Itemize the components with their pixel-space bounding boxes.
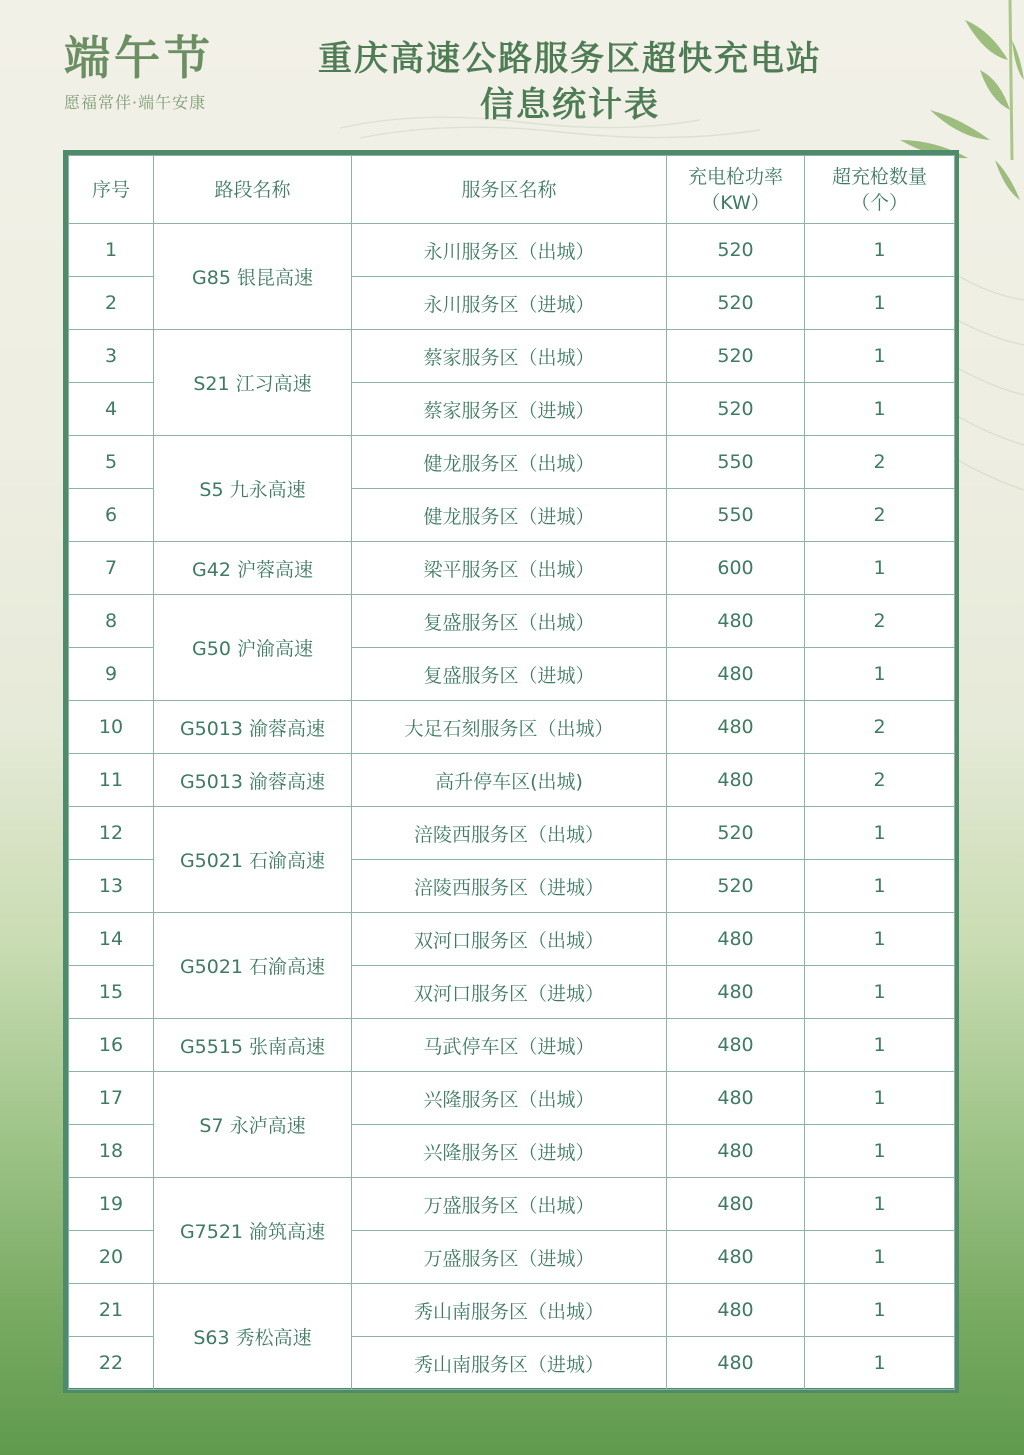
cell-count: 1 bbox=[805, 383, 955, 436]
table-row bbox=[69, 595, 955, 648]
table-header-row bbox=[69, 156, 955, 224]
table-row bbox=[69, 913, 955, 966]
cell-count: 1 bbox=[805, 1125, 955, 1178]
header-no: 序号 bbox=[69, 156, 154, 224]
cell-no: 21 bbox=[69, 1284, 154, 1337]
cell-count: 1 bbox=[805, 330, 955, 383]
cell-count: 1 bbox=[805, 1284, 955, 1337]
cell-count: 1 bbox=[805, 913, 955, 966]
cell-count: 1 bbox=[805, 277, 955, 330]
cell-power: 480 bbox=[667, 966, 805, 1019]
cell-power: 520 bbox=[667, 860, 805, 913]
cell-power: 480 bbox=[667, 1019, 805, 1072]
cell-road: G5515 张南高速 bbox=[154, 1019, 352, 1072]
cell-power: 480 bbox=[667, 1072, 805, 1125]
cell-count: 1 bbox=[805, 1337, 955, 1390]
cell-road: S7 永泸高速 bbox=[154, 1072, 352, 1178]
cell-area: 健龙服务区（进城） bbox=[352, 489, 667, 542]
cell-no: 9 bbox=[69, 648, 154, 701]
cell-area: 梁平服务区（出城） bbox=[352, 542, 667, 595]
cell-road: G7521 渝筑高速 bbox=[154, 1178, 352, 1284]
header-area: 服务区名称 bbox=[352, 156, 667, 224]
cell-road: S63 秀松高速 bbox=[154, 1284, 352, 1390]
table-row bbox=[69, 1072, 955, 1125]
page-title-line1: 重庆高速公路服务区超快充电站 bbox=[318, 39, 822, 79]
cell-no: 11 bbox=[69, 754, 154, 807]
cell-count: 2 bbox=[805, 701, 955, 754]
cell-power: 480 bbox=[667, 1125, 805, 1178]
cell-count: 1 bbox=[805, 966, 955, 1019]
cell-road: G85 银昆高速 bbox=[154, 224, 352, 330]
table-row bbox=[69, 542, 955, 595]
cell-road: G5013 渝蓉高速 bbox=[154, 701, 352, 754]
table-frame bbox=[63, 150, 959, 1393]
cell-area: 蔡家服务区（进城） bbox=[352, 383, 667, 436]
cell-power: 480 bbox=[667, 701, 805, 754]
cell-count: 2 bbox=[805, 436, 955, 489]
cell-no: 17 bbox=[69, 1072, 154, 1125]
cell-no: 3 bbox=[69, 330, 154, 383]
cell-power: 480 bbox=[667, 1231, 805, 1284]
cell-no: 12 bbox=[69, 807, 154, 860]
page-title-line2: 信息统计表 bbox=[480, 85, 660, 125]
cell-area: 双河口服务区（出城） bbox=[352, 913, 667, 966]
cell-area: 双河口服务区（进城） bbox=[352, 966, 667, 1019]
cell-area: 永川服务区（进城） bbox=[352, 277, 667, 330]
cell-count: 1 bbox=[805, 224, 955, 277]
cell-no: 14 bbox=[69, 913, 154, 966]
cell-power: 480 bbox=[667, 1178, 805, 1231]
cell-power: 480 bbox=[667, 913, 805, 966]
cell-no: 20 bbox=[69, 1231, 154, 1284]
cell-no: 6 bbox=[69, 489, 154, 542]
cell-power: 520 bbox=[667, 383, 805, 436]
header-count-line1: 超充枪数量 bbox=[831, 165, 927, 188]
table-row bbox=[69, 807, 955, 860]
cell-power: 520 bbox=[667, 807, 805, 860]
cell-count: 2 bbox=[805, 595, 955, 648]
cell-count: 1 bbox=[805, 860, 955, 913]
cell-power: 550 bbox=[667, 489, 805, 542]
cell-count: 1 bbox=[805, 807, 955, 860]
header-road: 路段名称 bbox=[154, 156, 352, 224]
header-power bbox=[667, 156, 805, 224]
table-row bbox=[69, 701, 955, 754]
cell-no: 18 bbox=[69, 1125, 154, 1178]
cell-area: 蔡家服务区（出城） bbox=[352, 330, 667, 383]
cell-road: G50 沪渝高速 bbox=[154, 595, 352, 701]
cell-power: 480 bbox=[667, 1284, 805, 1337]
cell-count: 1 bbox=[805, 1178, 955, 1231]
cell-road: G5021 石渝高速 bbox=[154, 913, 352, 1019]
table-row bbox=[69, 1178, 955, 1231]
cell-no: 4 bbox=[69, 383, 154, 436]
cell-road: G5021 石渝高速 bbox=[154, 807, 352, 913]
cell-area: 大足石刻服务区（出城） bbox=[352, 701, 667, 754]
header-count-line2: （个） bbox=[850, 191, 908, 214]
cell-count: 2 bbox=[805, 754, 955, 807]
cell-count: 2 bbox=[805, 489, 955, 542]
cell-no: 5 bbox=[69, 436, 154, 489]
cell-area: 兴隆服务区（进城） bbox=[352, 1125, 667, 1178]
cell-count: 1 bbox=[805, 648, 955, 701]
cell-road: S5 九永高速 bbox=[154, 436, 352, 542]
cell-no: 22 bbox=[69, 1337, 154, 1390]
cell-power: 520 bbox=[667, 330, 805, 383]
header-power-line2: （KW） bbox=[701, 191, 770, 214]
cell-no: 8 bbox=[69, 595, 154, 648]
cell-no: 10 bbox=[69, 701, 154, 754]
cell-no: 15 bbox=[69, 966, 154, 1019]
cell-area: 高升停车区(出城) bbox=[352, 754, 667, 807]
brand-title: 端午节 bbox=[64, 31, 214, 85]
cell-power: 520 bbox=[667, 277, 805, 330]
cell-area: 涪陵西服务区（出城） bbox=[352, 807, 667, 860]
cell-power: 480 bbox=[667, 648, 805, 701]
table-row bbox=[69, 1019, 955, 1072]
cell-road: G42 沪蓉高速 bbox=[154, 542, 352, 595]
cell-area: 复盛服务区（出城） bbox=[352, 595, 667, 648]
table-row bbox=[69, 1284, 955, 1337]
header-count bbox=[805, 156, 955, 224]
cell-area: 复盛服务区（进城） bbox=[352, 648, 667, 701]
cell-count: 1 bbox=[805, 542, 955, 595]
cell-road: G5013 渝蓉高速 bbox=[154, 754, 352, 807]
cell-road: S21 江习高速 bbox=[154, 330, 352, 436]
cell-count: 1 bbox=[805, 1072, 955, 1125]
cell-area: 涪陵西服务区（进城） bbox=[352, 860, 667, 913]
cell-power: 480 bbox=[667, 595, 805, 648]
cell-area: 永川服务区（出城） bbox=[352, 224, 667, 277]
table-row bbox=[69, 330, 955, 383]
cell-area: 秀山南服务区（出城） bbox=[352, 1284, 667, 1337]
cell-power: 600 bbox=[667, 542, 805, 595]
table-row bbox=[69, 754, 955, 807]
charging-station-table bbox=[68, 155, 955, 1390]
cell-count: 1 bbox=[805, 1231, 955, 1284]
cell-no: 2 bbox=[69, 277, 154, 330]
cell-power: 550 bbox=[667, 436, 805, 489]
brand-block bbox=[64, 30, 264, 113]
cell-no: 1 bbox=[69, 224, 154, 277]
cell-area: 健龙服务区（出城） bbox=[352, 436, 667, 489]
cell-no: 19 bbox=[69, 1178, 154, 1231]
brand-subtitle: 愿福常伴·端午安康 bbox=[64, 93, 207, 112]
cell-no: 16 bbox=[69, 1019, 154, 1072]
cell-count: 1 bbox=[805, 1019, 955, 1072]
cell-power: 520 bbox=[667, 224, 805, 277]
cell-no: 7 bbox=[69, 542, 154, 595]
cell-area: 马武停车区（进城） bbox=[352, 1019, 667, 1072]
table-row bbox=[69, 436, 955, 489]
cell-power: 480 bbox=[667, 754, 805, 807]
cell-power: 480 bbox=[667, 1337, 805, 1390]
cell-area: 秀山南服务区（进城） bbox=[352, 1337, 667, 1390]
table-row bbox=[69, 224, 955, 277]
cell-no: 13 bbox=[69, 860, 154, 913]
page-title bbox=[240, 36, 900, 128]
cell-area: 兴隆服务区（出城） bbox=[352, 1072, 667, 1125]
cell-area: 万盛服务区（出城） bbox=[352, 1178, 667, 1231]
cell-area: 万盛服务区（进城） bbox=[352, 1231, 667, 1284]
header-power-line1: 充电枪功率 bbox=[687, 165, 783, 188]
